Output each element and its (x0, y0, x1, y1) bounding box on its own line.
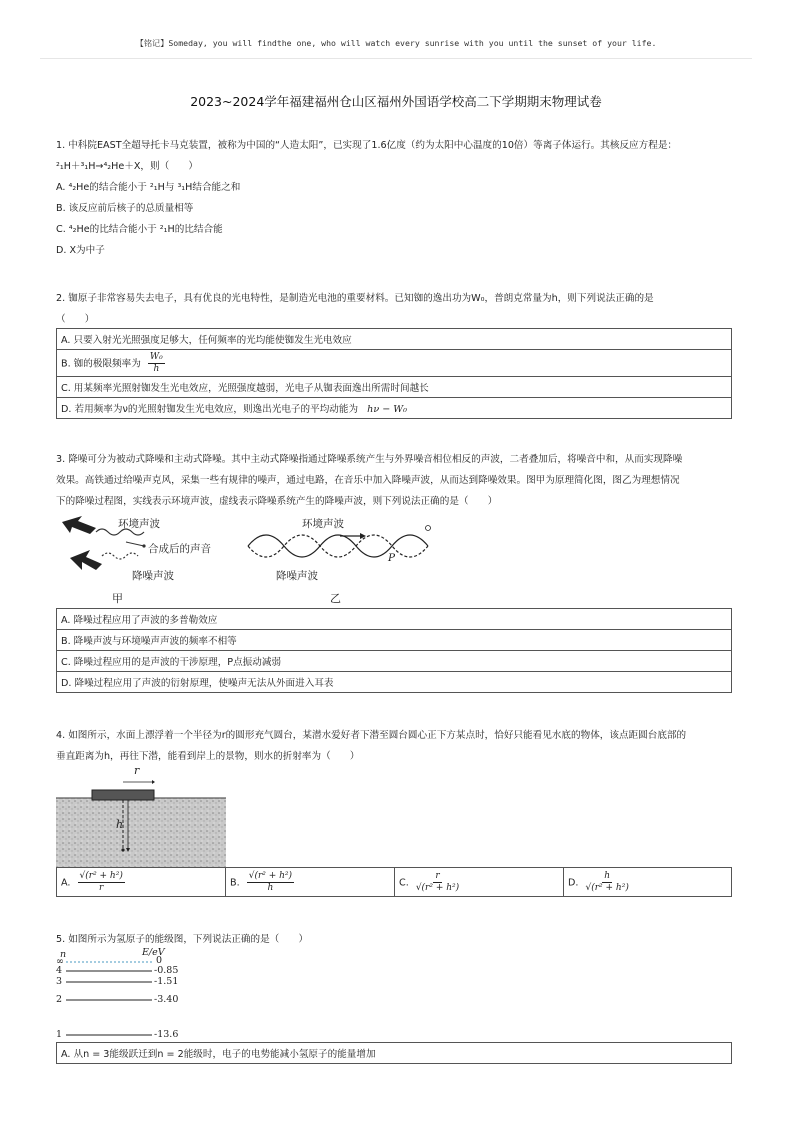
q5-options-table (56, 1042, 732, 1064)
q2-option-d[interactable] (57, 398, 732, 419)
level-e-4: -0.85 (154, 965, 179, 976)
q2-option-b-text: B. 铷的极限频率为 (61, 358, 141, 369)
q5-option-a[interactable]: A. 从n = 3能级跃迁到n = 2能级时，电子的电势能减小氢原子的能量增加 (57, 1043, 732, 1064)
fraction-numerator: √(r² + h²) (79, 870, 123, 881)
merged-point-dot (142, 544, 145, 547)
level-e-3: -1.51 (154, 976, 179, 987)
q1-option-b[interactable]: B. 该反应前后核子的总质量相等 (56, 203, 194, 214)
level-e-2: -3.40 (154, 994, 179, 1005)
level-n-1: 1 (56, 1029, 63, 1040)
q2-stem-line2: （ ） (56, 314, 95, 325)
level-n-2: 2 (56, 994, 63, 1005)
q5-stem: 5. 如图所示为氢原子的能级图，下列说法正确的是（ ） (56, 934, 309, 945)
axis-n-label: n (60, 949, 67, 960)
fig-jia-caption: 甲 (112, 592, 123, 605)
fraction-numerator: √(r² + h²) (248, 870, 293, 881)
q3-stem-line2: 效果。高铁通过给噪声克风，采集一些有规律的噪声，通过电路，在音乐中加入降噪声波，从而达到降噪效果。图甲为原理简化图，图乙为理想情况 (56, 475, 680, 486)
noise-cancel-wave-diagram (246, 512, 446, 604)
q3-option-b[interactable]: B. 降噪声波与环境噪声声波的频率不相等 (57, 630, 732, 651)
q4-option-a-label: A. (61, 877, 71, 888)
level-n-4: 4 (56, 965, 63, 976)
q4-option-c[interactable] (395, 868, 564, 897)
q4-stem-line2: 垂直距离为h，再往下潜，能看到岸上的景物，则水的折射率为（ ） (56, 751, 360, 762)
env-wave-arrow-icon (62, 516, 96, 534)
level-n-3: 3 (56, 976, 63, 987)
fraction-denominator: h (153, 363, 160, 374)
diver-point (121, 848, 124, 851)
fig-jia-merged-label: 合成后的声音 (148, 543, 211, 555)
q3-figure-jia (56, 512, 236, 604)
fig-jia-noise-label: 降噪声波 (132, 570, 174, 582)
radius-arrow-icon (152, 780, 155, 784)
q3-stem-line1: 3. 降噪可分为被动式降噪和主动式降噪。其中主动式降噪指通过降噪系统产生与外界噪音相位相反的声波，二者叠加后，将噪音中和，从而实现降噪 (56, 454, 683, 465)
fraction-numerator: h (604, 870, 611, 881)
fraction-denominator: r (99, 882, 104, 893)
q1-stem-line1: 1. 中科院EAST全超导托卡马克装置，被称为中国的“人造太阳”，已实现了1.6亿度（约为太阳中心温度的10倍）等离子体运行。其核反应方程是： (56, 140, 678, 151)
q1-stem-line2: ²₁H＋³₁H→⁴₂He＋X，则（ ） (56, 161, 198, 172)
fraction-numerator: W₀ (149, 351, 163, 362)
q3-stem-line3: 下的降噪过程图，实线表示环境声波，虚线表示降噪系统产生的降噪声波，则下列说法正确的是（ ） (56, 496, 498, 507)
q4-option-a-fraction (78, 871, 125, 894)
merged-pointer-line (126, 542, 144, 546)
level-e-1: -13.6 (154, 1029, 179, 1040)
q3-option-c[interactable]: C. 降噪过程应用的是声波的干涉原理，P点振动减弱 (57, 651, 732, 672)
q2-option-b-fraction (148, 352, 165, 375)
page-title: 2023~2024学年福建福州仓山区福州外国语学校高二下学期期末物理试卷 (190, 94, 602, 109)
fig-yi-env-label: 环境声波 (302, 518, 344, 530)
fraction-denominator: h (267, 882, 274, 893)
q4-stem-line1: 4. 如图所示，水面上漂浮着一个半径为r的圆形充气圆台，某潜水爱好者下潜至圆台圆心正下方某点时，恰好只能看见水底的物体，该点距圆台底部的 (56, 730, 687, 741)
level-n-infinity: ∞ (56, 956, 64, 967)
header-divider (40, 58, 752, 59)
q4-option-d[interactable] (564, 868, 732, 897)
q4-option-c-fraction (416, 871, 459, 894)
q5-energy-level-diagram (56, 946, 196, 1042)
axis-energy-label: E/eV (142, 947, 165, 958)
fig-q4-r-label: r (134, 764, 140, 777)
q4-option-d-fraction (586, 871, 629, 894)
motto-header: 【铭记】Someday, you will findthe one, who will watch every sunrise with you until the sunset of your life. (135, 38, 657, 48)
small-circle-mark (426, 526, 431, 531)
fig-yi-point-p: P (388, 552, 396, 564)
q4-option-b-fraction (247, 871, 294, 894)
q4-figure (56, 764, 226, 868)
fig-jia-env-label: 环境声波 (118, 518, 160, 530)
q4-options-table (56, 867, 732, 897)
q2-stem-line1: 2. 铷原子非常容易失去电子，具有优良的光电特性，是制造光电池的重要材料。已知铷的逸出功为W₀，普朗克常量为h，则下列说法正确的是 (56, 293, 654, 304)
fraction-denominator: √(r² + h²) (585, 882, 629, 893)
q2-option-a[interactable]: A. 只要入射光光照强度足够大，任何频率的光均能使铷发生光电效应 (57, 329, 732, 350)
q2-option-d-formula: hν − W₀ (367, 404, 407, 415)
q4-option-c-label: C. (399, 877, 409, 888)
q1-option-d[interactable]: D. X为中子 (56, 245, 105, 256)
q3-option-d[interactable]: D. 降噪过程应用了声波的衍射原理，使噪声无法从外面进入耳表 (57, 672, 732, 693)
q4-option-b-label: B. (230, 877, 240, 888)
noise-wave-curve (102, 553, 138, 559)
q3-figure-yi (246, 512, 446, 604)
q2-option-d-text: D. 若用频率为ν的光照射铷发生光电效应，则逸出光电子的平均动能为 (61, 404, 359, 415)
q3-options-table (56, 608, 732, 693)
q4-option-d-label: D. (568, 877, 579, 888)
q2-options-table (56, 328, 732, 419)
noise-wave-arrow-icon (70, 550, 102, 570)
q1-option-c[interactable]: C. ⁴₂He的比结合能小于 ²₁H的比结合能 (56, 224, 223, 235)
floating-platform-diagram (56, 764, 226, 868)
q2-option-b[interactable] (57, 350, 732, 377)
water-body (56, 798, 226, 868)
q4-option-a[interactable] (57, 868, 226, 897)
q1-option-a[interactable]: A. ⁴₂He的结合能小于 ²₁H与 ³₁H结合能之和 (56, 182, 241, 193)
fig-q4-h-label: h (116, 818, 124, 831)
inflatable-platform (92, 790, 154, 800)
q3-option-a[interactable]: A. 降噪过程应用了声波的多普勒效应 (57, 609, 732, 630)
fraction-denominator: √(r² + h²) (415, 882, 460, 893)
fig-yi-caption: 乙 (330, 592, 341, 605)
fraction-numerator: r (435, 870, 440, 881)
q2-option-c[interactable]: C. 用某频率光照射铷发生光电效应，光照强度越弱，光电子从铷表面逸出所需时间越长 (57, 377, 732, 398)
q4-option-b[interactable] (226, 868, 395, 897)
fig-yi-noise-label: 降噪声波 (276, 570, 318, 582)
level-e-infinity: 0 (156, 955, 163, 966)
